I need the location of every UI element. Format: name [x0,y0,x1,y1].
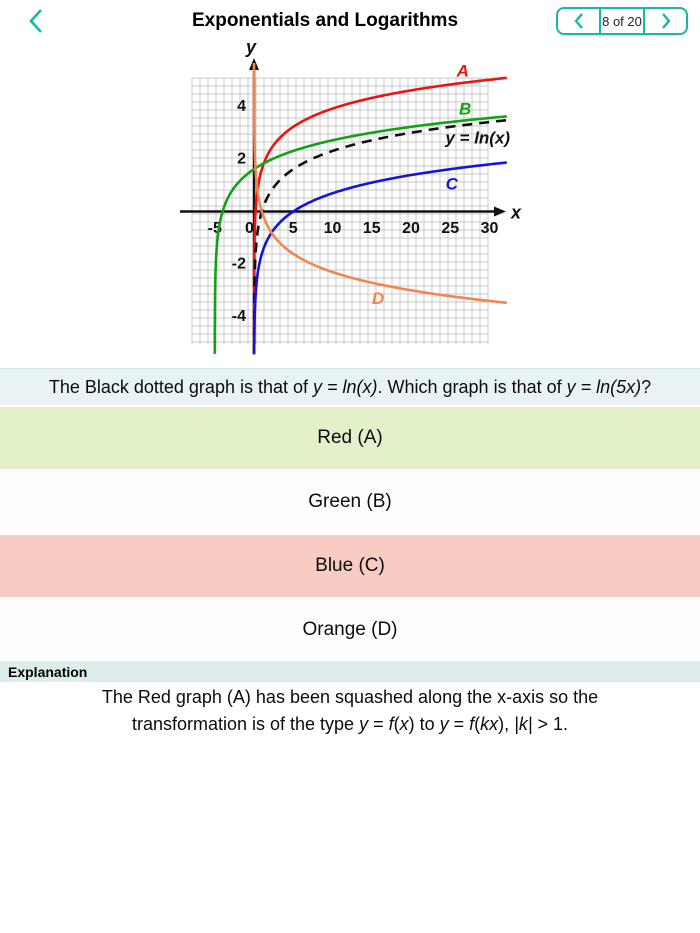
explanation-text: The Red graph (A) has been squashed along the x-axis so the transformation is of the type y = f(x) to y = f(kx), |k| > 1. [101,687,599,734]
pager-next-button[interactable] [643,9,686,33]
header [0,0,700,40]
curve-label-b: B [459,99,472,119]
x-axis-tick: 10 [323,220,342,237]
y-axis-label: y [245,37,257,57]
y-axis-tick: 4 [237,97,246,115]
y-axis-tick: -2 [231,255,246,273]
x-axis-tick: 15 [362,220,381,237]
y-axis-tick: 2 [237,150,246,168]
y-axis-tick: -4 [231,308,246,326]
x-axis-tick: 30 [480,220,499,237]
chevron-left-icon [572,11,586,31]
explanation-heading: Explanation [8,663,88,680]
explanation-header [0,661,700,682]
answer-option-blue-c[interactable] [0,535,700,597]
page-title: Exponentials and Logarithms [191,10,459,31]
x-axis-tick: 20 [402,220,420,237]
curve-label-c: C [445,174,458,194]
x-axis-tick: 25 [441,220,460,237]
chevron-right-icon [659,11,673,31]
option-label: Green (B) [308,491,392,512]
question-bar [0,368,700,405]
pager-label: 8 of 20 [602,13,642,29]
curve-label-d: D [371,288,385,308]
option-label: Orange (D) [302,619,398,640]
chevron-left-icon [26,7,46,35]
option-label: Red (A) [317,427,383,448]
curve-label-y-ln-x-: y = ln(x) [445,128,511,148]
curve-label-a: A [456,61,469,81]
x-axis-tick: 0 [245,220,254,237]
curve-c [254,163,507,355]
answer-option-red-a[interactable] [0,407,700,469]
question-text: The Black dotted graph is that of y = ln(x). Which graph is that of y = ln(5x)? [48,376,652,397]
chart [0,36,700,366]
x-axis-arrow [494,207,506,217]
answer-option-green-b[interactable] [0,471,700,533]
x-axis-tick: 5 [288,220,298,237]
option-label: Blue (C) [315,555,385,576]
answer-option-orange-d[interactable] [0,599,700,661]
back-button[interactable] [18,4,54,38]
x-axis-label: x [511,202,522,223]
x-axis-tick: -5 [207,220,222,237]
curve-y-ln-x- [254,120,507,354]
pager [556,7,688,35]
pager-prev-button[interactable] [558,9,601,33]
